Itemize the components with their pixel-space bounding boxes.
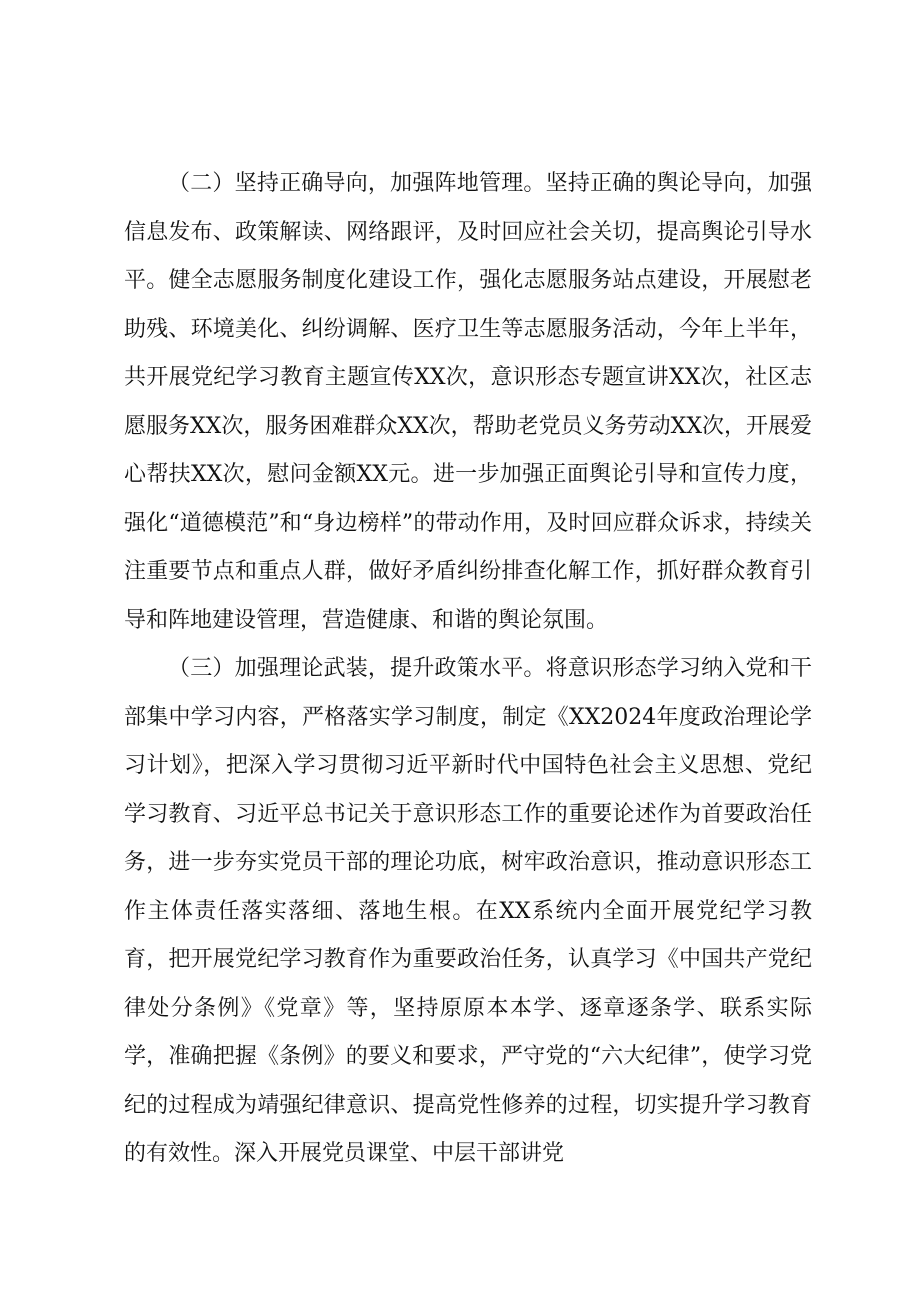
section-heading: （三）加强理论武装，提升政策水平。 bbox=[168, 656, 546, 681]
section-heading: （二）坚持正确导向，加强阵地管理。 bbox=[168, 171, 546, 196]
paragraph-text: 坚持正确的舆论导向，加强信息发布、政策解读、网络跟评，及时回应社会关切，提高舆论引导水平。健全志愿服务制度化建设工作，强化志愿服务站点建设，开展慰老助残、环境美化、纠纷调解、医疗卫生等志愿服务活动，今年上半年，共开展党纪学习教育主题宣传XX次，意识形态专题宣讲XX次，社区志愿服务XX次，服务困难群众XX次，帮助老党员义务劳动XX次，开展爱心帮扶XX次，慰问金额XX元。进一步加强正面舆论引导和宣传力度，强化“道德模范”和“身边榜样”的带动作用，及时回应群众诉求，持续关注重要节点和重点人群，做好矛盾纠纷排查化解工作，抓好群众教育引导和阵地建设管理，营造健康、和谐的舆论氛围。 bbox=[124, 171, 812, 633]
document-body bbox=[124, 160, 812, 1179]
paragraph-section-2 bbox=[124, 160, 812, 645]
paragraph-text: 将意识形态学习纳入党和干部集中学习内容，严格落实学习制度，制定《XX2024年度政治理论学习计划》，把深入学习贯彻习近平新时代中国特色社会主义思想、党纪学习教育、习近平总书记关于意识形态工作的重要论述作为首要政治任务，进一步夯实党员干部的理论功底，树牢政治意识，推动意识形态工作主体责任落实落细、落地生根。在XX系统内全面开展党纪学习教育，把开展党纪学习教育作为重要政治任务，认真学习《中国共产党纪律处分条例》《党章》等，坚持原原本本学、逐章逐条学、联系实际学，准确把握《条例》的要义和要求，严守党的“六大纪律”，使学习党纪的过程成为靖强纪律意识、提高党性修养的过程，切实提升学习教育的有效性。深入开展党员课堂、中层干部讲党 bbox=[124, 656, 812, 1166]
paragraph-section-3 bbox=[124, 645, 812, 1179]
